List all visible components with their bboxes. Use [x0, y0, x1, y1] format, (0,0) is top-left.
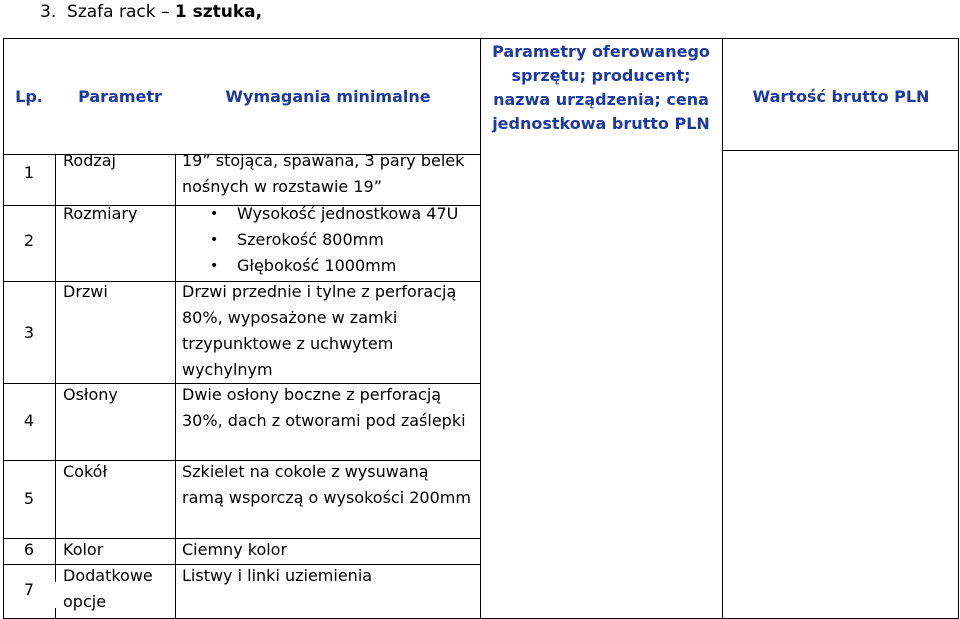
row-1-parametr: Rodzaj [63, 151, 116, 170]
header-lp: Lp. [15, 87, 43, 106]
row-2-parametr: Rozmiary [63, 204, 138, 223]
row-7-parametr: Dodatkowe opcje [63, 566, 153, 611]
row-1-lp: 1 [23, 163, 35, 182]
section-number: 3. [40, 2, 57, 22]
spec-table [3, 38, 960, 619]
bullet-item: • Szerokość 800mm [182, 227, 472, 253]
row-2-lp: 2 [23, 231, 35, 250]
row-5-wymagania: Szkielet na cokole z wysuwaną ramą wsporczą o wysokości 200mm [182, 462, 471, 507]
row-4-wymagania: Dwie osłony boczne z perforacją 30%, dach z otworami pod zaślepki [182, 385, 466, 430]
table-border [175, 154, 176, 618]
row-7-lp: 7 [23, 580, 35, 599]
bullet-item: • Głębokość 1000mm [182, 253, 472, 279]
table-border [958, 38, 959, 618]
section-heading [40, 2, 262, 22]
row-6-lp: 6 [23, 540, 35, 559]
row-4-lp: 4 [23, 411, 35, 430]
row-3-lp: 3 [23, 323, 35, 342]
row-2-bullets [182, 201, 472, 279]
header-wymagania: Wymagania minimalne [225, 87, 431, 106]
section-title-quantity: 1 sztuka, [174, 2, 263, 22]
row-7-wymagania: Listwy i linki uziemienia [182, 566, 373, 585]
table-border [55, 154, 56, 582]
section-title: Szafa rack – [67, 2, 175, 22]
table-border [722, 150, 959, 151]
row-4-parametr: Osłony [63, 385, 118, 404]
row-6-wymagania: Ciemny kolor [182, 540, 288, 559]
bullet-item: • Wysokość jednostkowa 47U [182, 201, 472, 227]
row-1-wymagania: 19” stojąca, spawana, 3 pary belek nośnych w rozstawie 19” [182, 151, 465, 196]
row-6-parametr: Kolor [63, 540, 104, 559]
row-5-lp: 5 [23, 489, 35, 508]
header-wartosc: Wartość brutto PLN [752, 87, 930, 106]
table-border [3, 38, 959, 39]
row-3-wymagania: Drzwi przednie i tylne z perforacją 80%, wyposażone w zamki trzypunktowe z uchwytem wychylnym [182, 282, 457, 379]
table-border [480, 38, 481, 618]
row-3-parametr: Drzwi [63, 282, 108, 301]
table-border [722, 38, 723, 618]
row-5-parametr: Cokół [63, 462, 107, 481]
table-border [55, 608, 56, 618]
header-oferowane: Parametry oferowanego sprzętu; producent; nazwa urządzenia; cena jednostkowa brutto PLN [492, 42, 710, 133]
header-parametr: Parametr [78, 87, 162, 106]
